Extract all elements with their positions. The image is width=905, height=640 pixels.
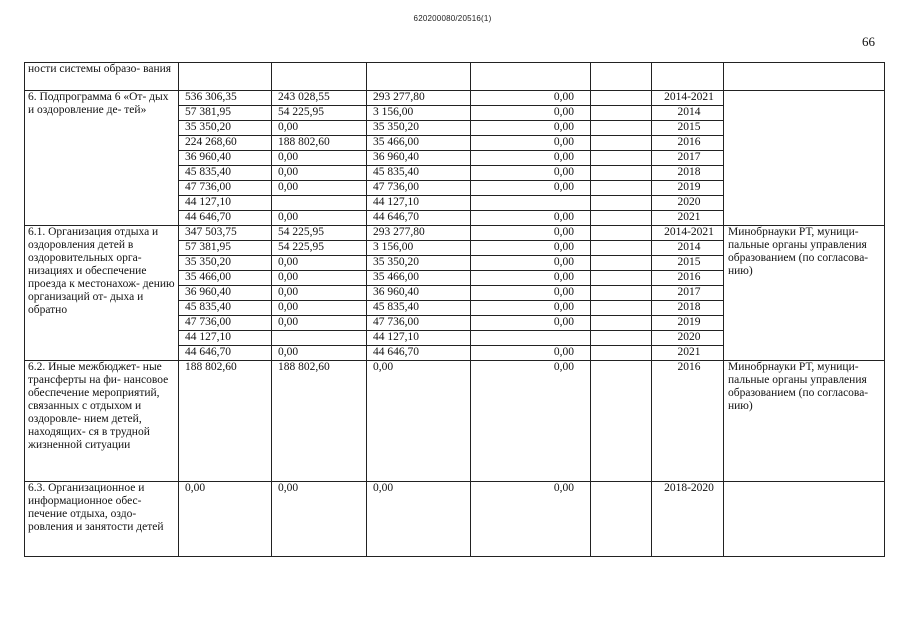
local-amount: 0,00	[471, 91, 591, 106]
period: 2016	[652, 271, 724, 286]
period: 2019	[652, 316, 724, 331]
table-cell	[591, 301, 652, 316]
total-amount: 45 835,40	[179, 166, 272, 181]
local-amount: 0,00	[471, 226, 591, 241]
regional-amount: 36 960,40	[367, 286, 471, 301]
row-description: 6.2. Иные межбюджет- ные трансферты на фи- нансовое обеспечение мероприятий, связанных с отдыхом и оздоровле- нием детей, находящих- ся в трудной жизненной ситуации	[25, 361, 179, 482]
federal-amount: 188 802,60	[272, 361, 367, 482]
regional-amount: 44 646,70	[367, 346, 471, 361]
federal-amount: 0,00	[272, 166, 367, 181]
local-amount: 0,00	[471, 301, 591, 316]
table-cell	[591, 482, 652, 557]
table-cell	[591, 256, 652, 271]
regional-amount: 35 466,00	[367, 136, 471, 151]
row-description: 6.1. Организация отдыха и оздоровления детей в оздоровительных орга- низациях и обеспечение проезда к местонахож- дению организаций от- дыха и обратно	[25, 226, 179, 361]
total-amount: 36 960,40	[179, 286, 272, 301]
total-amount: 57 381,95	[179, 241, 272, 256]
total-amount: 35 466,00	[179, 271, 272, 286]
regional-amount: 0,00	[367, 361, 471, 482]
total-amount: 188 802,60	[179, 361, 272, 482]
federal-amount: 0,00	[272, 181, 367, 196]
federal-amount: 54 225,95	[272, 241, 367, 256]
federal-amount: 0,00	[272, 316, 367, 331]
federal-amount: 54 225,95	[272, 106, 367, 121]
total-amount: 44 646,70	[179, 211, 272, 226]
regional-amount: 0,00	[367, 482, 471, 557]
period: 2018-2020	[652, 482, 724, 557]
regional-amount: 35 350,20	[367, 121, 471, 136]
table-cell	[591, 241, 652, 256]
table-cell	[591, 361, 652, 482]
total-amount: 224 268,60	[179, 136, 272, 151]
table-cell	[591, 286, 652, 301]
responsible-org: Минобрнауки РТ, муници- пальные органы управления образованием (по согласова- нию)	[724, 226, 885, 361]
total-amount: 45 835,40	[179, 301, 272, 316]
page-number: 66	[862, 34, 875, 49]
local-amount: 0,00	[471, 316, 591, 331]
period: 2017	[652, 151, 724, 166]
table-cell	[591, 166, 652, 181]
local-amount: 0,00	[471, 136, 591, 151]
federal-amount	[272, 196, 367, 211]
regional-amount: 47 736,00	[367, 316, 471, 331]
period: 2020	[652, 331, 724, 346]
federal-amount: 0,00	[272, 286, 367, 301]
table-cell	[591, 151, 652, 166]
table-cell	[724, 63, 885, 91]
period: 2020	[652, 196, 724, 211]
local-amount	[471, 196, 591, 211]
responsible-org	[724, 482, 885, 557]
regional-amount: 35 350,20	[367, 256, 471, 271]
local-amount: 0,00	[471, 181, 591, 196]
period: 2018	[652, 301, 724, 316]
local-amount: 0,00	[471, 241, 591, 256]
period: 2021	[652, 346, 724, 361]
row-description: 6. Подпрограмма 6 «От- дых и оздоровление де- тей»	[25, 91, 179, 226]
local-amount: 0,00	[471, 286, 591, 301]
regional-amount: 35 466,00	[367, 271, 471, 286]
table-cell	[591, 63, 652, 91]
period: 2014-2021	[652, 226, 724, 241]
total-amount: 47 736,00	[179, 316, 272, 331]
table-cell	[591, 316, 652, 331]
period: 2014	[652, 241, 724, 256]
local-amount: 0,00	[471, 482, 591, 557]
local-amount: 0,00	[471, 256, 591, 271]
budget-table	[24, 62, 885, 557]
federal-amount: 0,00	[272, 346, 367, 361]
table-cell	[591, 106, 652, 121]
total-amount: 47 736,00	[179, 181, 272, 196]
regional-amount: 47 736,00	[367, 181, 471, 196]
period: 2018	[652, 166, 724, 181]
period: 2016	[652, 361, 724, 482]
federal-amount: 0,00	[272, 482, 367, 557]
table-cell	[471, 63, 591, 91]
table-cell	[591, 91, 652, 106]
regional-amount: 45 835,40	[367, 301, 471, 316]
period: 2019	[652, 181, 724, 196]
local-amount: 0,00	[471, 106, 591, 121]
regional-amount: 36 960,40	[367, 151, 471, 166]
regional-amount: 44 127,10	[367, 196, 471, 211]
period: 2014-2021	[652, 91, 724, 106]
federal-amount: 188 802,60	[272, 136, 367, 151]
table-cell	[591, 271, 652, 286]
total-amount: 44 127,10	[179, 331, 272, 346]
local-amount: 0,00	[471, 271, 591, 286]
table-body	[25, 63, 885, 557]
federal-amount: 0,00	[272, 301, 367, 316]
row-description: 6.3. Организационное и информационное обес- печение отдыха, оздо- ровления и занятости детей	[25, 482, 179, 557]
total-amount: 44 646,70	[179, 346, 272, 361]
table-cell	[591, 136, 652, 151]
table-cell	[652, 63, 724, 91]
regional-amount: 293 277,80	[367, 91, 471, 106]
local-amount: 0,00	[471, 346, 591, 361]
table-cell	[591, 181, 652, 196]
regional-amount: 45 835,40	[367, 166, 471, 181]
table-row	[25, 91, 885, 106]
period: 2021	[652, 211, 724, 226]
row-description: ности системы образо- вания	[25, 63, 179, 91]
local-amount: 0,00	[471, 361, 591, 482]
regional-amount: 44 646,70	[367, 211, 471, 226]
total-amount: 44 127,10	[179, 196, 272, 211]
total-amount: 57 381,95	[179, 106, 272, 121]
table-cell	[591, 226, 652, 241]
federal-amount	[272, 331, 367, 346]
federal-amount: 0,00	[272, 256, 367, 271]
total-amount: 347 503,75	[179, 226, 272, 241]
local-amount: 0,00	[471, 211, 591, 226]
total-amount: 536 306,35	[179, 91, 272, 106]
responsible-org	[724, 91, 885, 226]
federal-amount: 0,00	[272, 151, 367, 166]
table-cell	[591, 331, 652, 346]
federal-amount: 54 225,95	[272, 226, 367, 241]
document-id: 620200080/20516(1)	[413, 14, 492, 23]
period: 2016	[652, 136, 724, 151]
total-amount: 35 350,20	[179, 121, 272, 136]
total-amount: 0,00	[179, 482, 272, 557]
table-cell	[367, 63, 471, 91]
local-amount	[471, 331, 591, 346]
table-cell	[591, 346, 652, 361]
period: 2017	[652, 286, 724, 301]
federal-amount: 0,00	[272, 121, 367, 136]
table-row	[25, 63, 885, 91]
period: 2015	[652, 121, 724, 136]
period: 2014	[652, 106, 724, 121]
table-cell	[591, 211, 652, 226]
local-amount: 0,00	[471, 121, 591, 136]
table-row	[25, 482, 885, 557]
federal-amount: 0,00	[272, 211, 367, 226]
total-amount: 35 350,20	[179, 256, 272, 271]
local-amount: 0,00	[471, 166, 591, 181]
federal-amount: 243 028,55	[272, 91, 367, 106]
regional-amount: 3 156,00	[367, 106, 471, 121]
table-cell	[591, 121, 652, 136]
regional-amount: 3 156,00	[367, 241, 471, 256]
table-row	[25, 361, 885, 482]
table-cell	[272, 63, 367, 91]
regional-amount: 293 277,80	[367, 226, 471, 241]
table-cell	[179, 63, 272, 91]
federal-amount: 0,00	[272, 271, 367, 286]
table-cell	[591, 196, 652, 211]
table-row	[25, 226, 885, 241]
period: 2015	[652, 256, 724, 271]
regional-amount: 44 127,10	[367, 331, 471, 346]
responsible-org: Минобрнауки РТ, муници- пальные органы управления образованием (по согласова- нию)	[724, 361, 885, 482]
local-amount: 0,00	[471, 151, 591, 166]
total-amount: 36 960,40	[179, 151, 272, 166]
